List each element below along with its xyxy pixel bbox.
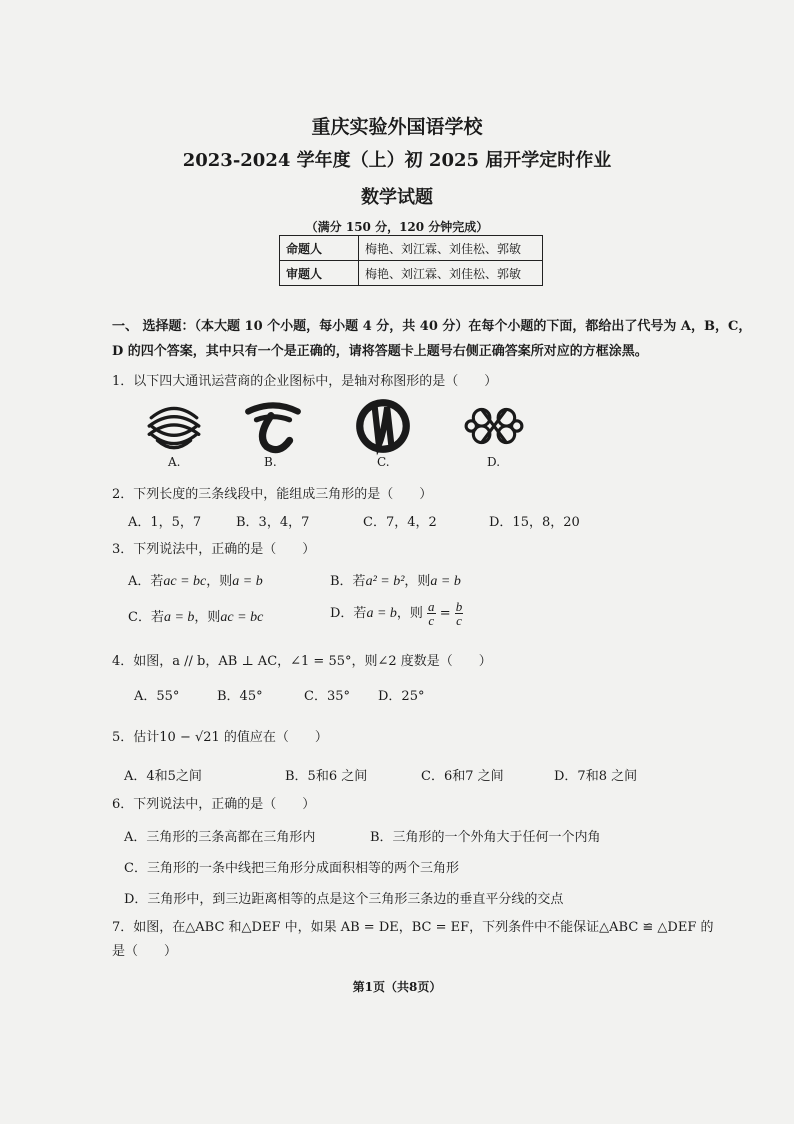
setter-label: 命题人 xyxy=(280,236,359,261)
q3-d-condition: a = b xyxy=(366,606,397,621)
q3-a-then: ，则 xyxy=(206,574,233,589)
q6-option-d: D．三角形中，到三边距离相等的点是这个三角形三条边的垂直平分线的交点 xyxy=(124,892,564,907)
q3-d-left-denominator: c xyxy=(428,613,435,628)
setters-table xyxy=(279,235,543,286)
q4-option-d: D．25° xyxy=(378,689,425,704)
q4-option-a: A．55° xyxy=(134,689,180,704)
q3-d-right-numerator: b xyxy=(455,599,463,614)
q5-stem: 5．估计10 − √21 的值应在（ ） xyxy=(112,730,328,745)
section1-heading-line1: 一、 选择题：（本大题 10 个小题，每小题 4 分，共 40 分）在每个小题的下面，都给出了代号为 A，B，C， xyxy=(112,319,752,334)
q2-stem: 2．下列长度的三条线段中，能组成三角形的是（ ） xyxy=(112,487,433,502)
china-netcom-logo-icon xyxy=(352,395,414,457)
reviewer-names: 梅艳、刘江霖、刘佳松、郭敏 xyxy=(359,261,543,286)
q3-c-result: ac = bc xyxy=(220,610,264,625)
q1-stem: 1．以下四大通讯运营商的企业图标中，是轴对称图形的是（ ） xyxy=(112,374,498,389)
q3-c-then: ，则 xyxy=(194,610,221,625)
section1-heading-line2: D 的四个答案，其中只有一个是正确的，请将答题卡上题号右侧正确答案所对应的方框涂黑。 xyxy=(112,344,648,359)
q3-option-c xyxy=(128,606,263,626)
china-mobile-logo-icon xyxy=(143,395,205,457)
reviewers-row xyxy=(280,261,543,286)
q3-a-result: a = b xyxy=(232,574,263,589)
q7-stem-line2: 是（ ） xyxy=(112,944,178,959)
q5-option-c: C．6和7 之间 xyxy=(421,769,504,784)
q3-d-equals: = xyxy=(439,606,451,621)
subject-title: 数学试题 xyxy=(361,187,433,208)
q5-option-b: B．5和6 之间 xyxy=(285,769,368,784)
q3-d-right-denominator: c xyxy=(456,613,462,628)
q2-option-b: B．3，4，7 xyxy=(236,515,310,530)
q1-option-d-label: D. xyxy=(487,455,501,469)
q3-d-left-fraction xyxy=(427,600,436,627)
q6-option-b: B．三角形的一个外角大于任何一个内角 xyxy=(370,830,601,845)
q3-b-condition: a² = b² xyxy=(365,574,405,589)
q1-option-c-label: C. xyxy=(377,455,390,469)
q2-option-a: A．1，5，7 xyxy=(128,515,202,530)
q3-d-left-numerator: a xyxy=(428,599,435,614)
setters-row xyxy=(280,236,543,261)
q4-option-c: C．35° xyxy=(304,689,350,704)
q3-c-prefix: C．若 xyxy=(128,610,164,625)
page-footer: 第1页（共8页） xyxy=(352,980,442,994)
q3-a-prefix: A．若 xyxy=(128,574,164,589)
term-title: 2023-2024 学年度（上）初 2025 届开学定时作业 xyxy=(182,150,612,171)
q6-option-a: A．三角形的三条高都在三角形内 xyxy=(124,830,316,845)
q3-c-condition: a = b xyxy=(163,610,195,625)
china-unicom-logo-icon xyxy=(463,395,525,457)
q3-d-right-fraction xyxy=(455,600,464,627)
q2-option-d: D．15，8，20 xyxy=(489,515,580,530)
q6-option-c: C．三角形的一条中线把三角形分成面积相等的两个三角形 xyxy=(124,861,459,876)
q3-b-prefix: B．若 xyxy=(330,574,366,589)
q1-option-b-label: B. xyxy=(264,455,277,469)
q3-stem: 3．下列说法中，正确的是（ ） xyxy=(112,542,316,557)
q7-stem-line1: 7．如图，在△ABC 和△DEF 中，如果 AB = DE，BC = EF，下列条件中不能保证△ABC ≌ △DEF 的 xyxy=(112,920,714,935)
reviewer-label: 审题人 xyxy=(280,261,359,286)
q3-option-d xyxy=(330,600,463,627)
q3-a-condition: ac = bc xyxy=(163,574,207,589)
q3-b-then: ，则 xyxy=(404,574,431,589)
q2-option-c: C．7，4，2 xyxy=(363,515,437,530)
q5-option-d: D．7和8 之间 xyxy=(554,769,638,784)
china-telecom-logo-icon xyxy=(242,395,304,457)
score-note: （满分 150 分，120 分钟完成） xyxy=(305,220,489,234)
q1-option-a-label: A. xyxy=(168,455,181,469)
q4-option-b: B．45° xyxy=(217,689,263,704)
setter-names: 梅艳、刘江霖、刘佳松、郭敏 xyxy=(359,236,543,261)
q3-d-prefix: D．若 xyxy=(330,606,367,621)
q3-option-b xyxy=(330,570,461,590)
q5-option-a: A．4和5之间 xyxy=(124,769,202,784)
q4-stem: 4．如图，a // b，AB ⊥ AC，∠1 = 55°，则∠2 度数是（ ） xyxy=(112,654,492,669)
q3-option-a xyxy=(128,570,263,590)
school-title: 重庆实验外国语学校 xyxy=(311,116,483,138)
q6-stem: 6．下列说法中，正确的是（ ） xyxy=(112,797,316,812)
q3-b-result: a = b xyxy=(430,574,461,589)
q3-d-then: ，则 xyxy=(396,606,423,621)
